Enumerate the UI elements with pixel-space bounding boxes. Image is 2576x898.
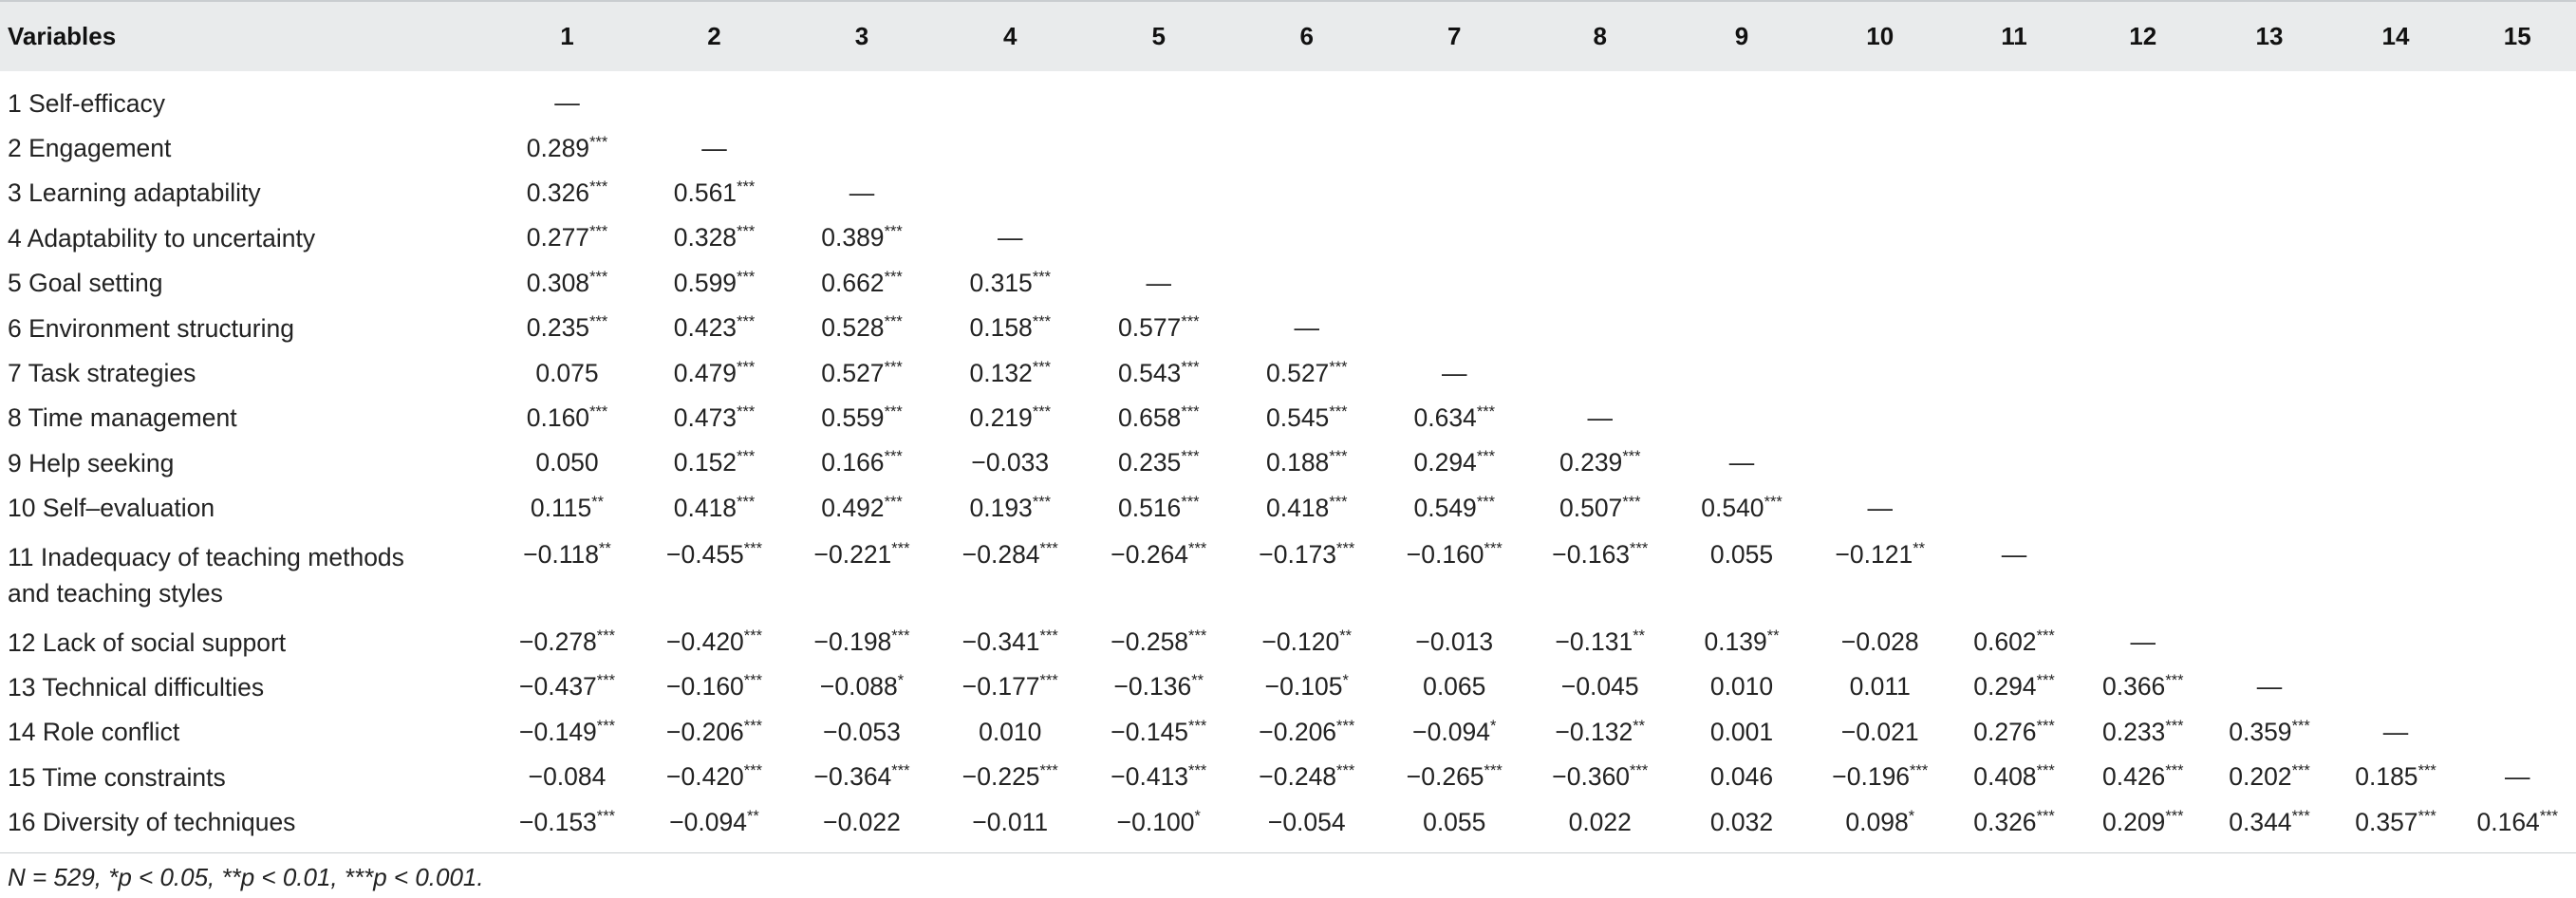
table-cell: 0.408*** [1973, 762, 2055, 792]
table-cell: 0.032 [1709, 807, 1774, 836]
table-cell: −0.284*** [961, 539, 1058, 569]
table-cell: 0.507*** [1559, 493, 1641, 522]
table-cell: −0.120** [1261, 627, 1353, 657]
table-cell: 0.418*** [673, 493, 756, 522]
table-cell: — [2001, 539, 2027, 569]
table-cell: −0.094* [1412, 717, 1497, 746]
table-cell: 0.139** [1704, 627, 1780, 657]
table-cell: −0.121** [1835, 539, 1926, 569]
table-cell: 0.426*** [2101, 762, 2184, 792]
table-cell: −0.149*** [519, 717, 615, 746]
table-cell: 0.389*** [821, 223, 903, 253]
table-cell: — [2505, 762, 2530, 792]
row-label: 13 Technical difficulties [8, 672, 265, 702]
table-cell: 0.001 [1709, 717, 1774, 746]
column-header: 3 [854, 22, 869, 50]
table-cell: 0.357*** [2355, 807, 2436, 836]
table-row [0, 261, 2576, 306]
table-cell: 0.115** [530, 493, 605, 522]
table-cell: 0.152*** [673, 448, 756, 477]
table-cell: −0.054 [1267, 807, 1346, 836]
table-cell: −0.118** [523, 539, 611, 569]
table-cell: 0.011 [1849, 672, 1911, 702]
table-cell: −0.084 [528, 762, 607, 792]
table-cell: −0.160*** [1406, 539, 1503, 569]
table-cell: 0.366*** [2101, 672, 2184, 702]
table-cell: 0.577*** [1117, 313, 1200, 343]
row-label: 6 Environment structuring [8, 313, 294, 343]
table-cell: — [1728, 448, 1755, 477]
table-cell: — [2382, 717, 2409, 746]
table-cell: −0.420*** [666, 762, 762, 792]
row-label: 12 Lack of social support [8, 627, 287, 657]
table-row [0, 396, 2576, 440]
table-cell: −0.420*** [666, 627, 762, 657]
table-cell: 0.235*** [1117, 448, 1200, 477]
table-cell: 0.294*** [1973, 672, 2055, 702]
table-cell: 0.599*** [673, 268, 756, 297]
row-label: 3 Learning adaptability [8, 178, 261, 208]
table-cell: 0.658*** [1117, 402, 1200, 432]
table-cell: — [701, 133, 727, 162]
table-cell: 0.423*** [673, 313, 756, 343]
table-cell: — [1587, 402, 1613, 432]
table-cell: 0.219*** [969, 402, 1051, 432]
row-label: 10 Self–evaluation [8, 494, 215, 523]
table-cell: 0.022 [1568, 807, 1632, 836]
table-cell: −0.088* [819, 672, 905, 702]
table-cell: — [554, 88, 580, 118]
row-label: 4 Adaptability to uncertainty [8, 223, 316, 253]
table-cell: — [849, 178, 875, 207]
table-cell: 0.202*** [2229, 762, 2310, 792]
table-cell: −0.033 [971, 448, 1050, 477]
table-cell: 0.193*** [969, 493, 1051, 522]
table-cell: −0.264*** [1111, 539, 1207, 569]
table-row [0, 171, 2576, 215]
table-cell: −0.437*** [519, 672, 615, 702]
table-cell: 0.328*** [673, 223, 756, 253]
table-cell: 0.239*** [1559, 448, 1641, 477]
table-cell: 0.543*** [1117, 358, 1200, 387]
table-cell: 0.289*** [526, 133, 608, 162]
table-cell: −0.455*** [666, 539, 762, 569]
column-header: 5 [1151, 22, 1166, 50]
row-label: 1 Self-efficacy [8, 88, 165, 118]
row-label: 7 Task strategies [8, 359, 196, 388]
table-cell: 0.602*** [1973, 627, 2055, 657]
table-cell: 0.277*** [526, 223, 608, 253]
table-cell: −0.206*** [1259, 717, 1355, 746]
column-header: 11 [2001, 22, 2027, 50]
column-header: 15 [2503, 22, 2531, 50]
table-cell: 0.344*** [2229, 807, 2310, 836]
table-cell: 0.132*** [969, 358, 1051, 387]
table-cell: −0.131** [1555, 627, 1646, 657]
table-cell: −0.221*** [813, 539, 910, 569]
row-label: 9 Help seeking [8, 448, 175, 477]
table-cell: 0.294*** [1413, 448, 1495, 477]
table-cell: 0.561*** [673, 178, 756, 207]
column-header-variables: Variables [8, 22, 117, 50]
table-cell: −0.177*** [961, 672, 1058, 702]
table-cell: 0.160*** [526, 402, 608, 432]
column-header: 8 [1593, 22, 1607, 50]
table-cell: 0.418*** [1265, 493, 1348, 522]
row-label: 2 Engagement [8, 134, 172, 163]
table-cell: 0.492*** [821, 493, 903, 522]
table-cell: −0.045 [1560, 672, 1639, 702]
table-cell: −0.094** [669, 807, 759, 836]
table-cell: 0.315*** [969, 268, 1051, 297]
table-cell: 0.166*** [821, 448, 903, 477]
table-bottom-rule [0, 852, 2576, 853]
table-cell: −0.413*** [1111, 762, 1207, 792]
table-cell: 0.075 [535, 358, 599, 387]
table-cell: −0.163*** [1552, 539, 1649, 569]
table-row [0, 620, 2576, 664]
column-header: 13 [2255, 22, 2284, 50]
table-cell: −0.132** [1555, 717, 1646, 746]
table-row [0, 710, 2576, 755]
table-cell: −0.013 [1415, 627, 1494, 657]
table-cell: 0.010 [979, 717, 1042, 746]
table-cell: 0.326*** [526, 178, 608, 207]
table-cell: 0.209*** [2101, 807, 2184, 836]
table-cell: 0.276*** [1973, 717, 2055, 746]
table-cell: 0.308*** [526, 268, 608, 297]
table-cell: 0.528*** [821, 313, 903, 343]
table-cell: −0.028 [1840, 627, 1919, 657]
row-label: 8 Time management [8, 403, 237, 433]
table-header [0, 0, 2576, 71]
table-cell: 0.098* [1845, 807, 1915, 836]
row-label: 15 Time constraints [8, 762, 226, 792]
table-cell: — [1294, 313, 1319, 343]
table-cell: 0.233*** [2101, 717, 2184, 746]
row-label: 5 Goal setting [8, 269, 163, 298]
table-cell: 0.479*** [673, 358, 756, 387]
table-row [0, 215, 2576, 260]
table-cell: — [1146, 268, 1171, 297]
table-cell: — [2256, 672, 2283, 702]
table-cell: 0.164*** [2476, 807, 2558, 836]
table-cell: −0.053 [823, 717, 901, 746]
table-cell: −0.021 [1840, 717, 1919, 746]
table-cell: −0.136** [1113, 672, 1204, 702]
table-row [0, 81, 2576, 125]
row-label [0, 539, 494, 611]
column-header: 4 [1003, 22, 1017, 50]
column-header: 2 [707, 22, 721, 50]
table-cell: −0.248*** [1259, 762, 1355, 792]
table-cell: 0.326*** [1973, 807, 2055, 836]
table-cell: −0.225*** [961, 762, 1058, 792]
table-cell: 0.527*** [821, 358, 903, 387]
table-cell: −0.022 [823, 807, 901, 836]
table-cell: 0.559*** [821, 402, 903, 432]
table-cell: −0.198*** [813, 627, 910, 657]
table-row [0, 440, 2576, 485]
table-cell: 0.055 [1709, 539, 1774, 569]
table-cell: 0.516*** [1117, 493, 1200, 522]
table-row [0, 531, 2576, 620]
table-cell: 0.549*** [1413, 493, 1495, 522]
table-cell: 0.055 [1423, 807, 1486, 836]
table-cell: −0.341*** [961, 627, 1058, 657]
table-cell: 0.010 [1709, 672, 1774, 702]
table-row [0, 755, 2576, 799]
row-label: 16 Diversity of techniques [8, 808, 296, 837]
table-cell: −0.173*** [1259, 539, 1355, 569]
table-cell: 0.662*** [821, 268, 903, 297]
row-label-line: and teaching styles [8, 578, 223, 608]
column-header: 7 [1447, 22, 1462, 50]
table-cell: 0.359*** [2229, 717, 2310, 746]
table-cell: 0.050 [535, 448, 599, 477]
table-row [0, 486, 2576, 531]
table-cell: — [998, 223, 1023, 253]
table-cell: 0.188*** [1265, 448, 1348, 477]
table-row [0, 664, 2576, 709]
table-cell: −0.360*** [1552, 762, 1649, 792]
table-cell: 0.634*** [1413, 402, 1495, 432]
table-row [0, 306, 2576, 350]
table-cell: — [1867, 493, 1893, 522]
table-body [0, 71, 2576, 845]
table-cell: −0.206*** [666, 717, 762, 746]
table-cell: 0.185*** [2355, 762, 2436, 792]
column-header: 10 [1866, 22, 1895, 50]
table-cell: — [1442, 358, 1467, 387]
table-cell: — [2130, 627, 2156, 657]
table-cell: −0.160*** [666, 672, 762, 702]
table-cell: 0.473*** [673, 402, 756, 432]
table-footnote: N = 529, *p < 0.05, **p < 0.01, ***p < 0.001. [8, 862, 484, 891]
row-label-line: 11 Inadequacy of teaching methods [8, 542, 404, 571]
table-cell: −0.153*** [519, 807, 615, 836]
table-cell: −0.011 [972, 807, 1049, 836]
column-header: 1 [560, 22, 574, 50]
table-cell: 0.158*** [969, 313, 1051, 343]
table-row [0, 350, 2576, 395]
column-header: 12 [2129, 22, 2157, 50]
table-cell: −0.145*** [1111, 717, 1207, 746]
column-header: 14 [2381, 22, 2410, 50]
row-label: 14 Role conflict [8, 718, 180, 747]
table-cell: 0.046 [1709, 762, 1774, 792]
table-cell: −0.100* [1116, 807, 1201, 836]
table-row [0, 125, 2576, 170]
table-cell: −0.265*** [1406, 762, 1503, 792]
table-cell: 0.235*** [526, 313, 608, 343]
table-cell: −0.196*** [1832, 762, 1929, 792]
table-cell: −0.105* [1264, 672, 1349, 702]
table-cell: 0.065 [1423, 672, 1486, 702]
column-header: 6 [1299, 22, 1314, 50]
column-header: 9 [1734, 22, 1749, 50]
table-cell: 0.540*** [1701, 493, 1783, 522]
table-cell: −0.278*** [519, 627, 615, 657]
table-cell: 0.545*** [1265, 402, 1348, 432]
table-cell: 0.527*** [1265, 358, 1348, 387]
table-row [0, 799, 2576, 844]
table-cell: −0.364*** [813, 762, 910, 792]
table-cell: −0.258*** [1111, 627, 1207, 657]
